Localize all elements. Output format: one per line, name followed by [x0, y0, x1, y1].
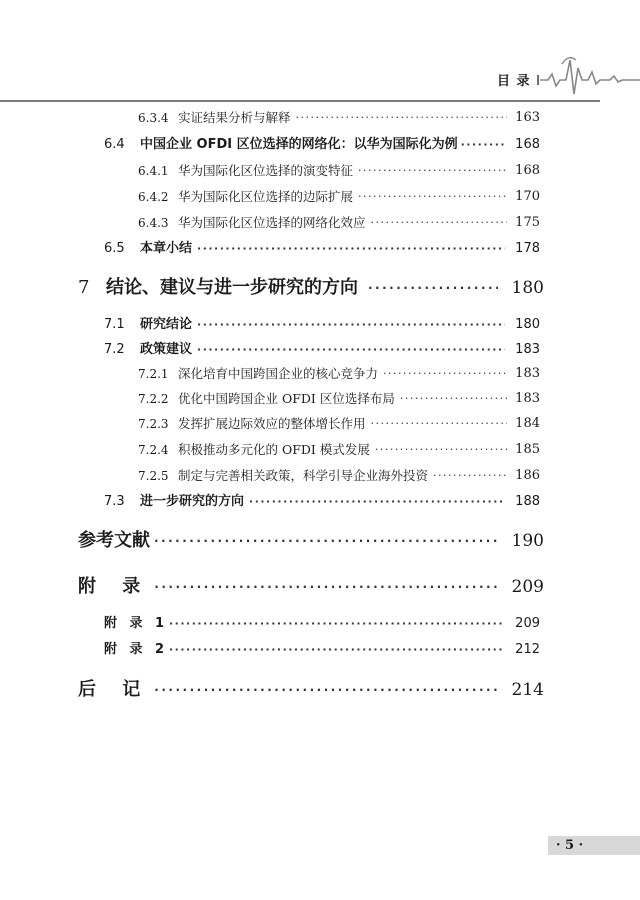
toc-title: 本章小结	[140, 241, 193, 256]
toc-number: 7.2.4	[138, 443, 169, 457]
toc-number: 7.2.3	[138, 417, 169, 431]
toc-appendix-2[interactable]	[104, 639, 540, 661]
dot-leader	[249, 491, 505, 513]
toc-page-number: 190	[511, 531, 544, 551]
dot-leader	[371, 212, 507, 234]
toc-page-number: 180	[515, 317, 540, 332]
toc-page-number: 183	[515, 342, 540, 357]
toc-page-number: 185	[515, 442, 540, 457]
toc-entry-7-2-3[interactable]	[138, 413, 540, 435]
dot-leader	[296, 107, 507, 129]
heartbeat-wave-icon	[540, 50, 640, 98]
dot-leader	[433, 465, 507, 487]
dot-leader	[400, 388, 507, 410]
toc-entry-7-1[interactable]	[104, 314, 540, 336]
toc-entry-7-3[interactable]	[104, 491, 540, 513]
toc-entry-7-2[interactable]	[104, 339, 540, 361]
toc-title: 制定与完善相关政策，科学引导企业海外投资	[178, 468, 429, 483]
toc-number: 7.1	[104, 317, 125, 332]
toc-entry-6-5[interactable]	[104, 238, 540, 260]
toc-page-number: 168	[515, 163, 540, 178]
dot-leader	[169, 613, 505, 635]
toc-page-number: 214	[511, 680, 544, 700]
dot-leader	[197, 339, 505, 361]
dot-leader	[383, 363, 507, 385]
dot-leader	[197, 238, 505, 260]
toc-page-number: 178	[515, 241, 540, 256]
toc-entry-6-4-1[interactable]	[138, 160, 540, 182]
toc-number: 6.4	[104, 137, 125, 152]
toc-references[interactable]	[78, 526, 544, 556]
toc-number: 6.4.1	[138, 164, 169, 178]
toc-page-number: 175	[515, 215, 540, 230]
toc-number: 7.2	[104, 342, 125, 357]
dot-leader	[368, 273, 498, 303]
toc-title: 发挥扩展边际效应的整体增长作用	[178, 416, 366, 431]
toc-number: 6.5	[104, 241, 125, 256]
toc-entry-6-4-3[interactable]	[138, 212, 540, 234]
toc-page-number: 212	[515, 642, 540, 657]
toc-title: 附 录 2	[104, 642, 169, 657]
toc-entry-6-4[interactable]	[104, 134, 540, 156]
toc-entry-7-2-2[interactable]	[138, 388, 540, 410]
toc-title: 研究结论	[140, 317, 193, 332]
dot-leader	[461, 134, 507, 156]
toc-page-number: 184	[515, 416, 540, 431]
toc-number: 6.3.4	[138, 111, 169, 125]
dot-leader	[154, 675, 500, 705]
toc-title: 进一步研究的方向	[140, 494, 245, 509]
toc-entry-7-2-5[interactable]	[138, 465, 540, 487]
dot-leader	[197, 314, 505, 336]
toc-title: 中国企业 OFDI 区位选择的网络化：以华为国际化为例	[140, 137, 458, 152]
toc-title: 结论、建议与进一步研究的方向	[106, 277, 358, 298]
toc-page-number: 186	[515, 468, 540, 483]
toc-page-number: 183	[515, 366, 540, 381]
toc-page-number: 209	[511, 577, 544, 597]
dot-leader	[154, 526, 500, 556]
toc-number: 6.4.2	[138, 190, 169, 204]
toc-title: 华为国际化区位选择的演变特征	[178, 163, 354, 178]
toc-entry-7-2-1[interactable]	[138, 363, 540, 385]
toc-page-number: 180	[511, 278, 544, 298]
toc-number: 7	[78, 277, 90, 298]
toc-page-number: 163	[515, 110, 540, 125]
toc-appendix[interactable]	[78, 572, 544, 602]
toc-chapter-7[interactable]	[78, 273, 544, 303]
toc-entry-6-4-2[interactable]	[138, 186, 540, 208]
toc-title: 政策建议	[140, 342, 193, 357]
running-header-separator: I	[536, 74, 541, 89]
toc-page-number: 209	[515, 616, 540, 631]
toc-title: 华为国际化区位选择的边际扩展	[178, 189, 354, 204]
toc-page-number: 188	[515, 494, 540, 509]
toc-title: 优化中国跨国企业 OFDI 区位选择布局	[178, 391, 395, 406]
toc-title: 附 录 1	[104, 616, 169, 631]
running-header-text: 目 录	[497, 74, 531, 89]
toc-page-number: 168	[515, 137, 540, 152]
toc-title: 后 记	[78, 679, 151, 700]
toc-appendix-1[interactable]	[104, 613, 540, 635]
dot-leader	[169, 639, 505, 661]
toc-number: 7.2.5	[138, 469, 169, 483]
toc-title: 附 录	[78, 576, 151, 597]
toc-number: 7.3	[104, 494, 125, 509]
toc-number: 7.2.1	[138, 367, 169, 381]
dot-leader	[371, 413, 507, 435]
page-number: · 5 ·	[556, 838, 584, 853]
toc-title: 实证结果分析与解释	[178, 110, 291, 125]
toc-entry-6-3-4[interactable]	[138, 107, 540, 129]
dot-leader	[358, 160, 507, 182]
toc-title: 华为国际化区位选择的网络化效应	[178, 215, 366, 230]
toc-title: 积极推动多元化的 OFDI 模式发展	[178, 442, 370, 457]
dot-leader	[154, 572, 500, 602]
dot-leader	[358, 186, 507, 208]
toc-title: 深化培育中国跨国企业的核心竞争力	[178, 366, 379, 381]
toc-postscript[interactable]	[78, 675, 544, 705]
toc-page-number: 183	[515, 391, 540, 406]
toc-page-number: 170	[515, 189, 540, 204]
toc-number: 6.4.3	[138, 216, 169, 230]
toc-number: 7.2.2	[138, 392, 169, 406]
toc-title: 参考文献	[78, 530, 150, 551]
dot-leader	[375, 439, 507, 461]
header-rule	[0, 100, 600, 102]
toc-entry-7-2-4[interactable]	[138, 439, 540, 461]
